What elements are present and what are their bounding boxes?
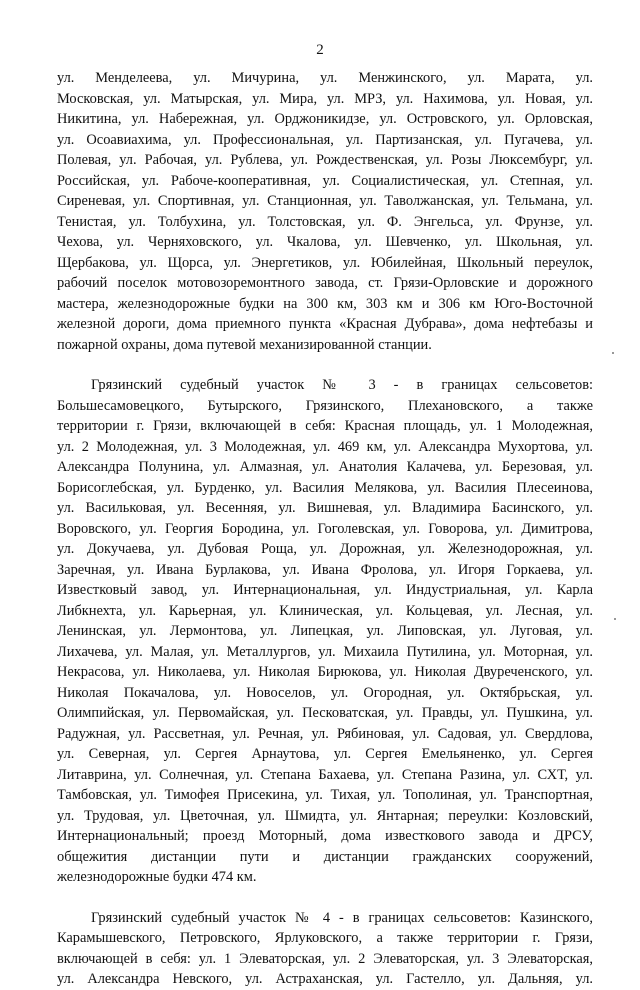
text-line: Известковый завод, ул. Интернациональная, ул. Индустриальная, ул. Карла [57, 582, 593, 598]
text-line: Ленинская, ул. Лермонтова, ул. Липецкая, ул. Липовская, ул. Луговая, ул. [57, 623, 593, 639]
text-line: Полевая, ул. Рабочая, ул. Рублева, ул. Рождественская, ул. Розы Люксембург, ул. [57, 152, 593, 168]
text-line: Грязинский судебный участок № 3 - в границах сельсоветов: [91, 377, 593, 393]
text-line: ул. Трудовая, ул. Цветочная, ул. Шмидта, ул. Янтарная; переулки: Козловский, [57, 807, 593, 824]
text-line: Воровского, ул. Георгия Бородина, ул. Гоголевская, ул. Говорова, ул. Димитрова, [57, 520, 593, 537]
text-line: ул. 2 Молодежная, ул. 3 Молодежная, ул. 469 км, ул. Александра Мухортова, ул. [57, 438, 593, 455]
text-line: Российская, ул. Рабоче-кооперативная, ул. Социалистическая, ул. Степная, ул. [57, 172, 593, 189]
text-line: Некрасова, ул. Николаева, ул. Николая Бирюкова, ул. Николая Двуреченского, ул. [57, 664, 593, 680]
paragraph-gap [57, 355, 593, 375]
text-line: Заречная, ул. Ивана Бурлакова, ул. Ивана Фролова, ул. Игоря Горкаева, ул. [57, 561, 593, 578]
text-line: Тамбовская, ул. Тимофея Присекина, ул. Тихая, ул. Тополиная, ул. Транспортная, [57, 787, 593, 803]
scan-speck [614, 618, 616, 620]
text-line: рабочий поселок мотовозоремонтного завода, ст. Грязи-Орловские и дорожного [57, 275, 593, 291]
text-line: Олимпийская, ул. Первомайская, ул. Песковатская, ул. Правды, ул. Пушкина, ул. [57, 705, 593, 721]
text-line: мастера, железнодорожные будки на 300 км, 303 км и 306 км Юго-Восточной [57, 295, 593, 312]
text-line: железнодорожные будки 474 км. [57, 869, 257, 885]
text-line: Николая Покачалова, ул. Новоселов, ул. Огородная, ул. Октябрьская, ул. [57, 684, 593, 701]
text-line: Никитина, ул. Набережная, ул. Орджоникидзе, ул. Островского, ул. Орловская, [57, 111, 593, 127]
text-line: Тенистая, ул. Толбухина, ул. Толстовская, ул. Ф. Энгельса, ул. Фрунзе, ул. [57, 213, 593, 230]
text-line: ул. Северная, ул. Сергея Арнаутова, ул. Сергея Емельяненко, ул. Сергея [57, 746, 593, 762]
text-line: Сиреневая, ул. Спортивная, ул. Станционная, ул. Таволжанская, ул. Тельмана, ул. [57, 193, 593, 209]
text-line: Литаврина, ул. Солнечная, ул. Степана Бахаева, ул. Степана Разина, ул. СХТ, ул. [57, 766, 593, 783]
paragraph-court-district-4 [57, 908, 593, 990]
text-line: Большесамовецкого, Бутырского, Грязинского, Плехановского, а также [57, 397, 593, 414]
document-body [57, 68, 593, 990]
text-line: ул. Васильковая, ул. Весенняя, ул. Вишневая, ул. Владимира Басинского, ул. [57, 500, 593, 516]
text-line: Либкнехта, ул. Карьерная, ул. Клиническая, ул. Кольцевая, ул. Лесная, ул. [57, 602, 593, 619]
text-line: Борисоглебская, ул. Бурденко, ул. Василия Мелякова, ул. Василия Плесеинова, [57, 479, 593, 496]
text-line: Московская, ул. Матырская, ул. Мира, ул. МРЗ, ул. Нахимова, ул. Новая, ул. [57, 90, 593, 107]
paragraph-streets-continued [57, 68, 593, 355]
text-line: Щербакова, ул. Щорса, ул. Энергетиков, ул. Юбилейная, Школьный переулок, [57, 254, 593, 271]
text-line: Лихачева, ул. Малая, ул. Металлургов, ул. Михаила Путилина, ул. Моторная, ул. [57, 643, 593, 660]
text-line: общежития дистанции пути и дистанции гражданских сооружений, [57, 848, 593, 865]
text-line: пожарной охраны, дома путевой механизированной станции. [57, 336, 432, 353]
text-line: Карамышевского, Петровского, Ярлуковского, а также территории г. Грязи, [57, 930, 593, 946]
text-line: Радужная, ул. Рассветная, ул. Речная, ул. Рябиновая, ул. Садовая, ул. Свердлова, [57, 725, 593, 742]
text-line: Чехова, ул. Черняховского, ул. Чкалова, ул. Шевченко, ул. Школьная, ул. [57, 234, 593, 250]
text-line: Грязинский судебный участок № 4 - в границах сельсоветов: Казинского, [91, 909, 593, 926]
text-line: ул. Докучаева, ул. Дубовая Роща, ул. Дорожная, ул. Железнодорожная, ул. [57, 541, 593, 557]
text-line: территории г. Грязи, включающей в себя: Красная площадь, ул. 1 Молодежная, [57, 418, 593, 434]
page-number: 2 [316, 42, 324, 58]
text-line: Александра Полунина, ул. Алмазная, ул. Анатолия Калачева, ул. Березовая, ул. [57, 459, 593, 475]
paragraph-court-district-3 [57, 375, 593, 888]
scan-speck [612, 352, 614, 354]
text-line: Интернациональный; проезд Моторный, дома известкового завода и ДРСУ, [57, 828, 593, 844]
text-line: ул. Осоавиахима, ул. Профессиональная, ул. Партизанская, ул. Пугачева, ул. [57, 131, 593, 148]
text-line: включающей в себя: ул. 1 Элеваторская, ул. 2 Элеваторская, ул. 3 Элеваторская, [57, 950, 593, 967]
text-line: ул. Александра Невского, ул. Астраханская, ул. Гастелло, ул. Дальняя, ул. [57, 971, 593, 987]
text-line: ул. Менделеева, ул. Мичурина, ул. Менжинского, ул. Марата, ул. [57, 70, 593, 86]
text-line: железной дороги, дома приемного пункта «Красная Дубрава», дома нефтебазы и [57, 316, 593, 332]
